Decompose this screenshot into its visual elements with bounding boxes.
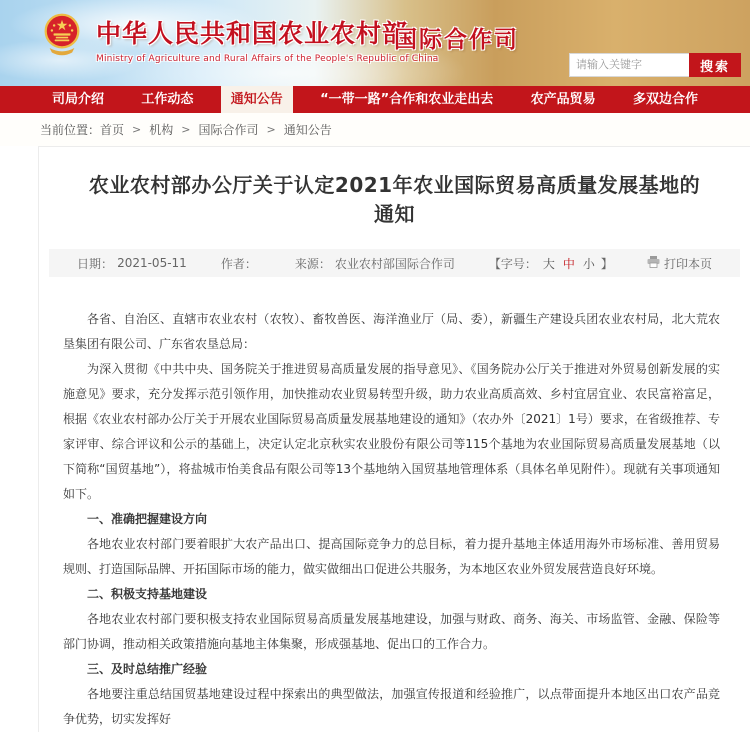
paragraph-section-2: 各地农业农村部门要积极支持农业国际贸易高质量发展基地建设，加强与财政、商务、海关、市场监管、金融、保险等部门协调，推动相关政策措施向基地主体集聚，形成强基地、促出口的工作合力。 <box>63 612 720 651</box>
meta-date <box>77 255 187 272</box>
section-heading-2: 二、积极支持基地建设 <box>87 587 208 601</box>
breadcrumb-separator: > <box>266 123 276 136</box>
nav-item-belt-and-road[interactable]: “一带一路”合作和农业走出去 <box>320 92 494 107</box>
print-page-button[interactable] <box>647 255 712 272</box>
fontsize-medium-button[interactable]: 中 <box>562 256 575 271</box>
breadcrumb-separator: > <box>132 123 142 136</box>
fontsize-close: 】 <box>600 256 613 271</box>
fontsize-small-button[interactable]: 小 <box>582 256 595 271</box>
date-value: 2021-05-11 <box>117 256 187 270</box>
breadcrumb-separator: > <box>181 123 191 136</box>
site-title: 中华人民共和国农业农村部 <box>96 19 409 48</box>
breadcrumb-home[interactable]: 首页 <box>100 123 125 137</box>
source-label: 来源： <box>294 256 331 271</box>
search-input[interactable] <box>569 53 689 77</box>
author-label: 作者： <box>220 256 257 271</box>
breadcrumb-department[interactable]: 国际合作司 <box>198 123 259 137</box>
source-value: 农业农村部国际合作司 <box>334 256 455 271</box>
section-heading-1: 一、准确把握建设方向 <box>87 512 208 526</box>
paragraph-addressees: 各省、自治区、直辖市农业农村（农牧）、畜牧兽医、海洋渔业厅（局、委），新疆生产建设兵团农业农村局，北大荒农垦集团有限公司、广东省农垦总局： <box>63 312 720 351</box>
meta-author <box>221 255 261 272</box>
national-emblem-icon <box>44 13 80 61</box>
section-heading-3: 三、及时总结推广经验 <box>87 662 208 676</box>
article-title: 农业农村部办公厅关于认定2021年农业国际贸易高质量发展基地的通知 <box>88 173 701 226</box>
article-container <box>38 146 750 732</box>
article-body <box>49 277 740 732</box>
nav-item-agri-trade[interactable]: 农产品贸易 <box>530 92 596 107</box>
fontsize-large-button[interactable]: 大 <box>542 256 555 271</box>
print-label: 打印本页 <box>663 256 712 271</box>
site-subtitle: Ministry of Agriculture and Rural Affairs of the People's Republic of China <box>96 54 439 64</box>
breadcrumb <box>0 113 750 146</box>
meta-fontsize <box>489 255 613 272</box>
department-name: 国际合作司 <box>394 27 519 53</box>
date-label: 日期： <box>77 256 114 271</box>
nav-item-bilateral[interactable]: 多双边合作 <box>632 92 698 107</box>
paragraph-intro: 为深入贯彻《中共中央、国务院关于推进贸易高质量发展的指导意见》、《国务院办公厅关于推进对外贸易创新发展的实施意见》要求，充分发挥示范引领作用，加快推动农业贸易转型升级，助力农业高质高效、乡村宜居宜业、农民富裕富足，根据《农业农村部办公厅关于开展农业国际贸易高质量发展基地建设的通知》（农办外〔2021〕1号）要求，在省级推荐、专家评审、综合评议和公示的基础上，决定认定北京秋实农业股份有限公司等115个基地为农业国际贸易高质量发展基地（以下简称“国贸基地”），将盐城市怡美食品有限公司等13个基地纳入国贸基地管理体系（具体名单见附件）。现就有关事项通知如下。 <box>63 362 720 501</box>
search-box <box>569 53 741 77</box>
breadcrumb-orgs[interactable]: 机构 <box>149 123 174 137</box>
breadcrumb-label: 当前位置： <box>40 123 101 137</box>
nav-item-bureau-intro[interactable]: 司局介绍 <box>52 92 105 107</box>
site-header <box>0 0 750 86</box>
breadcrumb-notices[interactable]: 通知公告 <box>283 123 332 137</box>
nav-item-notices[interactable]: 通知公告 <box>221 86 293 113</box>
meta-source <box>295 255 455 272</box>
nav-item-work-updates[interactable]: 工作动态 <box>141 92 194 107</box>
search-button[interactable]: 搜索 <box>689 53 741 77</box>
fontsize-open: 【字号： <box>488 256 537 271</box>
paragraph-section-3: 各地要注重总结国贸基地建设过程中探索出的典型做法，加强宣传报道和经验推广，以点带面提升本地区出口农产品竞争优势，切实发挥好 <box>63 687 720 726</box>
main-nav <box>0 86 750 113</box>
printer-icon <box>647 256 660 271</box>
article-meta-bar <box>49 249 740 277</box>
paragraph-section-1: 各地农业农村部门要着眼扩大农产品出口、提高国际竞争力的总目标，着力提升基地主体适用海外市场标准、善用贸易规则、打造国际品牌、开拓国际市场的能力，做实做细出口促进公共服务，为本地区农业外贸发展营造良好环境。 <box>63 537 720 576</box>
